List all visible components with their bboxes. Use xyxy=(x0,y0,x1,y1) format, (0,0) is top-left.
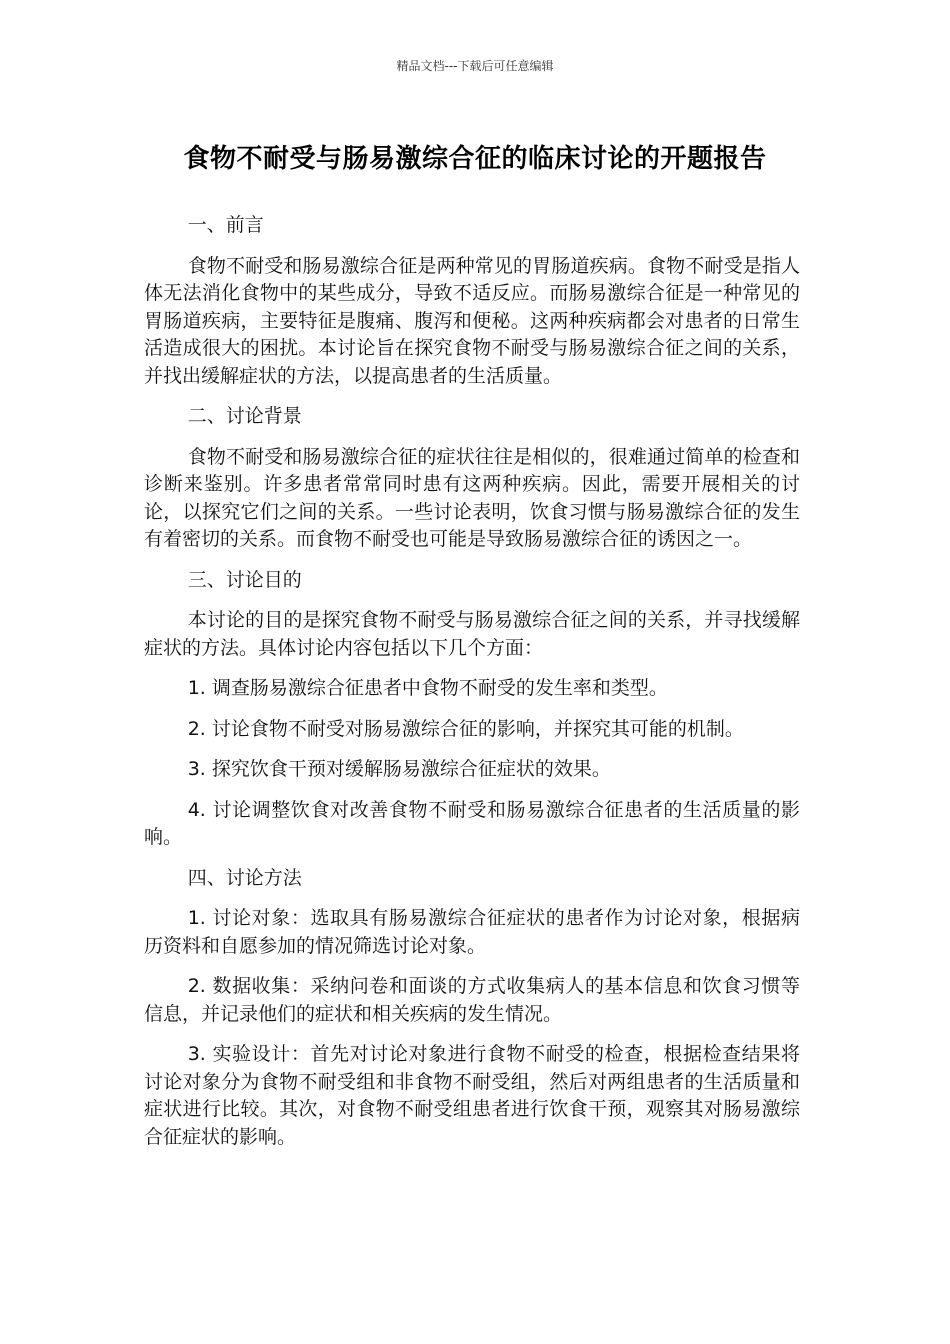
section-heading-purpose: 三、讨论目的 xyxy=(187,568,302,591)
list-item: 1. 调查肠易激综合征患者中食物不耐受的发生率和类型。 xyxy=(187,677,668,699)
list-item: 2. 讨论食物不耐受对肠易激综合征的影响，并探究其可能的机制。 xyxy=(187,717,744,740)
list-item: 2. 数据收集：采纳问卷和面谈的方式收集病人的基本信息和饮食习惯等信息，并记录他们的症状和相关疾病的发生情况。 xyxy=(144,975,800,1025)
document-body xyxy=(144,212,800,1164)
document-title: 食物不耐受与肠易激综合征的临床讨论的开题报告 xyxy=(183,144,767,174)
section-heading-background: 二、讨论背景 xyxy=(187,405,302,427)
paragraph: 食物不耐受和肠易激综合征是两种常见的胃肠道疾病。食物不耐受是指人体无法消化食物中的某些成分，导致不适反应。而肠易激综合征是一种常见的胃肠道疾病，主要特征是腹痛、腹泻和便秘。这两种疾病都会对患者的日常生活造成很大的困扰。本讨论旨在探究食物不耐受与肠易激综合征之间的关系，并找出缓解症状的方法，以提高患者的生活质量。 xyxy=(144,254,800,387)
paragraph: 食物不耐受和肠易激综合征的症状往往是相似的，很难通过简单的检查和诊断来鉴别。许多患者常常同时患有这两种疾病。因此，需要开展相关的讨论，以探究它们之间的关系。一些讨论表明，饮食习惯与肠易激综合征的发生有着密切的关系。而食物不耐受也可能是导致肠易激综合征的诱因之一。 xyxy=(144,445,800,550)
section-heading-preface: 一、前言 xyxy=(187,214,264,236)
list-item: 3. 实验设计：首先对讨论对象进行食物不耐受的检查，根据检查结果将讨论对象分为食物不耐受组和非食物不耐受组，然后对两组患者的生活质量和症状进行比较。其次，对食物不耐受组患者进行饮食干预，观察其对肠易激综合征症状的影响。 xyxy=(144,1043,800,1148)
list-item: 1. 讨论对象：选取具有肠易激综合征症状的患者作为讨论对象，根据病历资料和自愿参加的情况筛选讨论对象。 xyxy=(144,907,800,957)
header-note: 精品文档---下载后可任意编辑 xyxy=(396,59,554,73)
section-heading-methods: 四、讨论方法 xyxy=(187,866,302,889)
paragraph: 本讨论的目的是探究食物不耐受与肠易激综合征之间的关系，并寻找缓解症状的方法。具体讨论内容包括以下几个方面： xyxy=(144,609,800,659)
list-item: 3. 探究饮食干预对缓解肠易激综合征症状的效果。 xyxy=(187,758,611,780)
list-item: 4. 讨论调整饮食对改善食物不耐受和肠易激综合征患者的生活质量的影响。 xyxy=(144,798,800,848)
